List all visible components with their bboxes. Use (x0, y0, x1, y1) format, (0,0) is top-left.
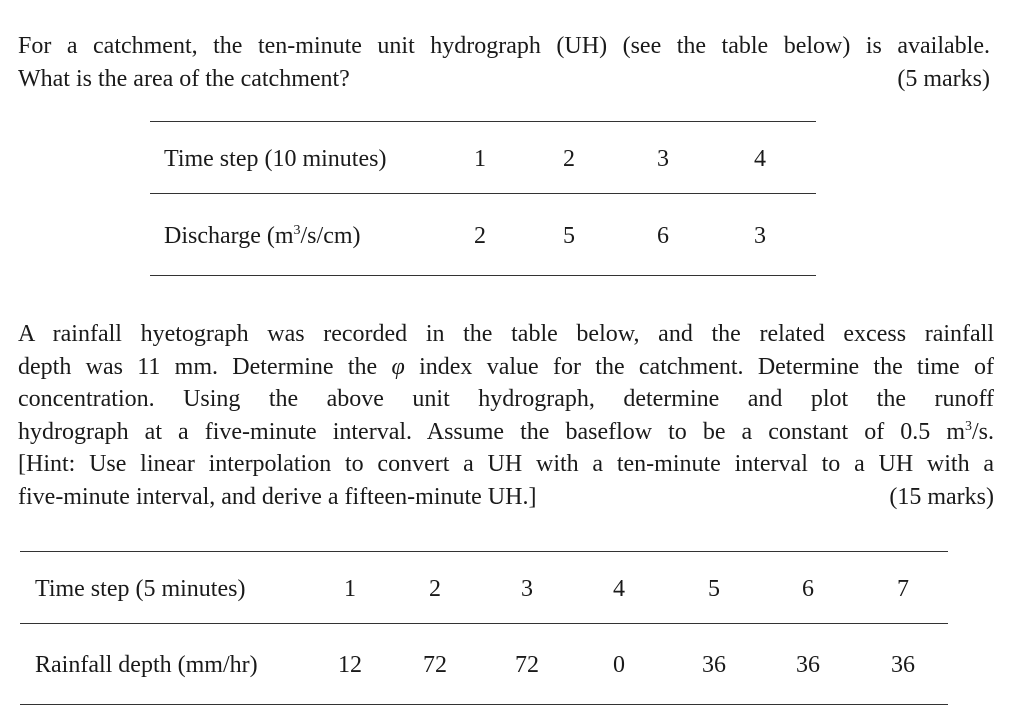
table-1-discharge-4: 3 (754, 223, 766, 249)
question-2-line-6-row (18, 481, 994, 514)
question-1-text (18, 30, 990, 95)
question-2-line-6: five-minute interval, and derive a fifteen-minute UH.] (18, 483, 537, 510)
table-1-discharge-1: 2 (474, 223, 486, 249)
table-2-rainfall-label: Rainfall depth (mm/hr) (35, 652, 258, 678)
table-2-rainfall-5: 36 (702, 652, 726, 678)
table-2-time-step-5: 5 (708, 576, 720, 602)
table-2-rainfall-4: 0 (613, 652, 625, 678)
table-1-time-step-4: 4 (754, 146, 766, 172)
table-1-time-step-label: Time step (10 minutes) (164, 146, 387, 172)
question-2-marks: (15 marks) (889, 483, 994, 510)
table-1-top-rule (150, 121, 816, 122)
question-1-line-1: For a catchment, the ten-minute unit hydrograph (UH) (see the table below) is available. (18, 33, 990, 59)
table-1-bottom-rule (150, 275, 816, 276)
table-2-rainfall-1: 12 (338, 652, 362, 678)
table-2-time-step-2: 2 (429, 576, 441, 602)
table-1-time-step-1: 1 (474, 146, 486, 172)
table-2-rainfall-6: 36 (796, 652, 820, 678)
question-2-line-5: [Hint: Use linear interpolation to convert a UH with a ten-minute interval to a UH with a (18, 451, 994, 478)
table-1-middle-rule (150, 193, 816, 194)
question-1-line-2-row (18, 63, 990, 96)
table-2-rainfall-7: 36 (891, 652, 915, 678)
phi-symbol: φ (391, 353, 405, 380)
question-2-line-1: A rainfall hyetograph was recorded in the table below, and the related excess rainfall (18, 321, 994, 347)
table-1-discharge-3: 6 (657, 223, 669, 249)
table-2-time-step-7: 7 (897, 576, 909, 602)
table-2-middle-rule (20, 623, 948, 624)
table-1-discharge-label: Discharge $(m^3/s/cm)$ (164, 223, 361, 249)
table-2-bottom-rule (20, 704, 948, 705)
table-1-time-step-2: 2 (563, 146, 575, 172)
table-2-top-rule (20, 551, 948, 552)
question-2-line-3: concentration. Using the above unit hydrograph, determine and plot the runoff (18, 386, 994, 413)
table-2-time-step-6: 6 (802, 576, 814, 602)
question-1-marks: (5 marks) (897, 65, 990, 92)
table-2-time-step-3: 3 (521, 576, 533, 602)
question-2-line-4: hydrograph at a five-minute interval. Assume the baseflow to be a constant of 0.5 $m^3/s$. (18, 418, 994, 445)
table-2-time-step-label: Time step (5 minutes) (35, 576, 246, 602)
question-2-line-2: depth was 11 mm. Determine the φ index value for the catchment. Determine the time of (18, 353, 994, 380)
table-1-discharge-2: 5 (563, 223, 575, 249)
table-2-time-step-1: 1 (344, 576, 356, 602)
table-2-time-step-4: 4 (613, 576, 625, 602)
table-1-time-step-3: 3 (657, 146, 669, 172)
table-2-rainfall-2: 72 (423, 652, 447, 678)
table-2-rainfall-3: 72 (515, 652, 539, 678)
question-2-text (18, 318, 994, 514)
question-1-line-2: What is the area of the catchment? (18, 65, 350, 92)
